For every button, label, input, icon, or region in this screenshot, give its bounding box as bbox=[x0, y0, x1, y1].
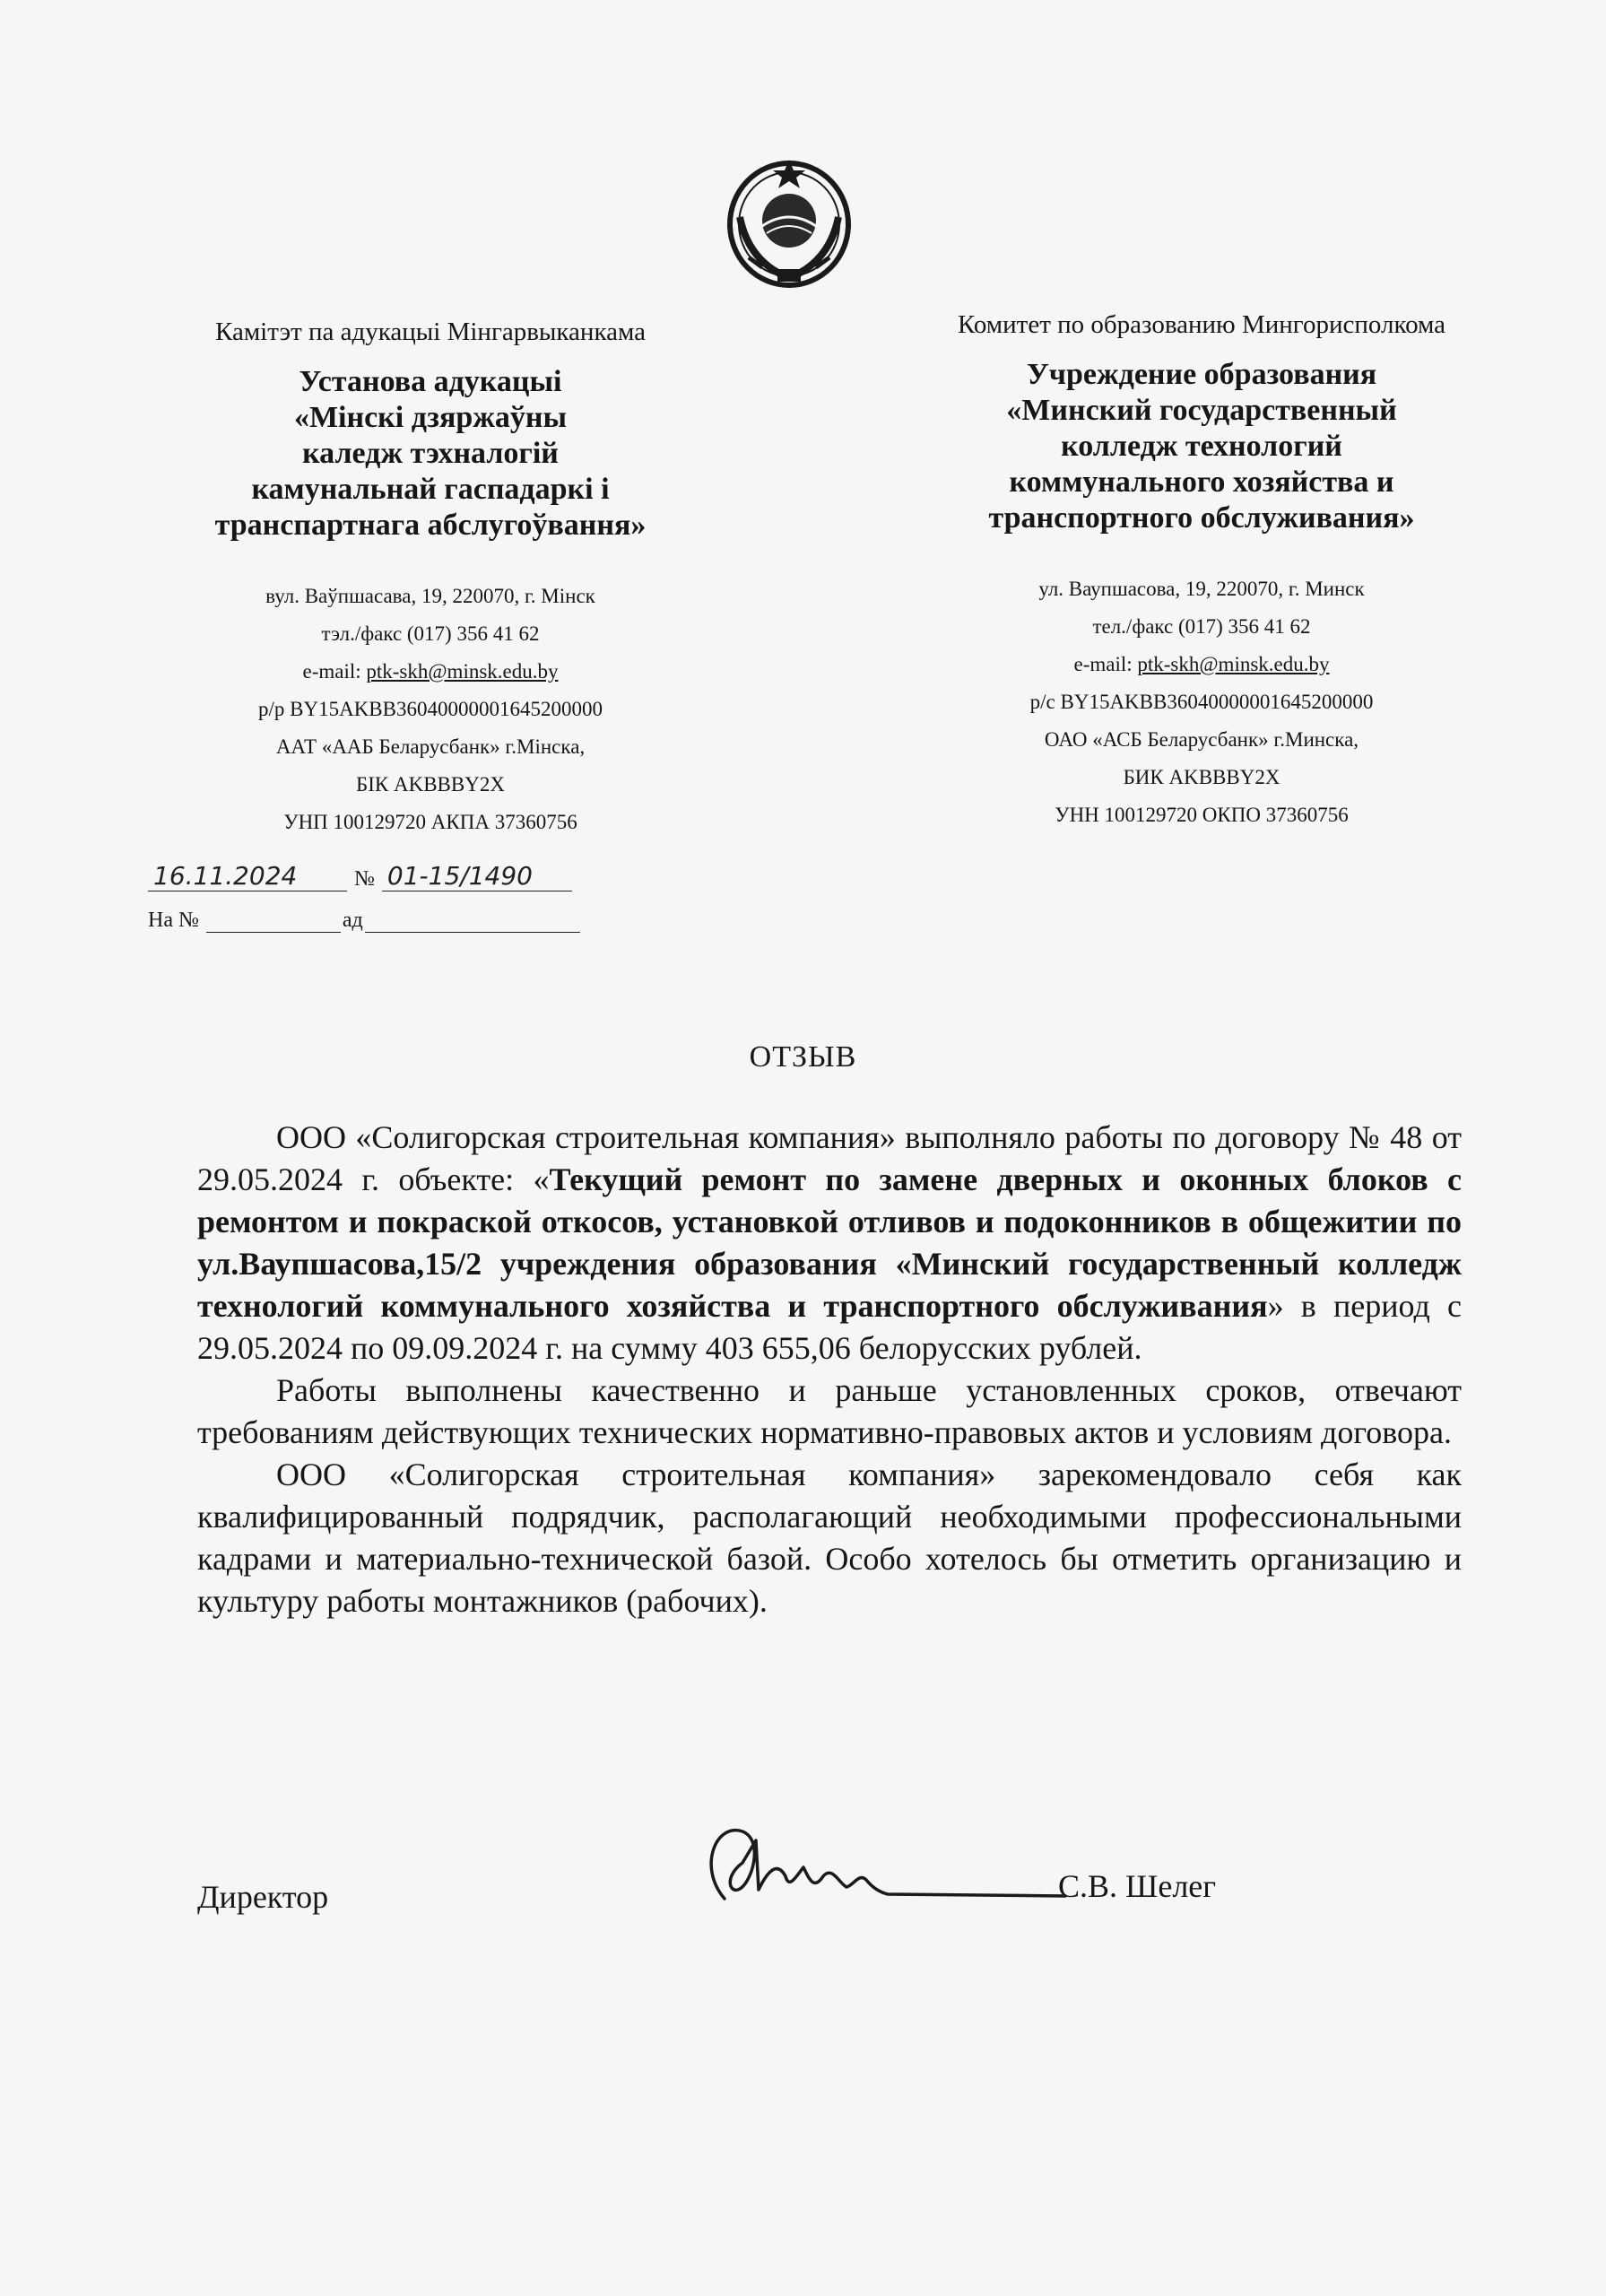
document-title: ОТЗЫВ bbox=[749, 1040, 857, 1074]
reply-to-label: На № bbox=[148, 909, 199, 932]
bic-be: БІК AKBBBY2X bbox=[356, 773, 505, 796]
header-left-belarusian bbox=[152, 314, 708, 841]
header-right-russian bbox=[910, 307, 1493, 834]
address-be: вул. Ваўпшасава, 19, 220070, г. Мінск bbox=[265, 585, 595, 607]
number-label: № bbox=[354, 867, 375, 891]
institution-line: коммунального хозяйства и bbox=[1009, 465, 1394, 499]
signer-position: Директор bbox=[197, 1879, 329, 1915]
committee-name-be: Камітэт па адукацыі Мінгарвыканкама bbox=[214, 317, 646, 346]
institution-line: транспартнага абслугоўвання» bbox=[214, 509, 647, 542]
institution-line: «Минский государственный bbox=[1006, 394, 1397, 427]
committee-name-ru: Комитет по образованию Мингорисполкома bbox=[957, 310, 1446, 339]
account-ru: р/с BY15AKBB36040000001645200000 bbox=[1029, 691, 1374, 713]
institution-name-ru bbox=[910, 357, 1493, 536]
institution-line: колледж технологий bbox=[1061, 430, 1342, 463]
email-label: e-mail: bbox=[302, 660, 367, 683]
paragraph-2: Работы выполнены качественно и раньше установленных сроков, отвечают требованиям действующих технических нормативно-правовых актов и условиям договора. bbox=[197, 1372, 1462, 1450]
contacts-be bbox=[152, 578, 708, 841]
email-row-be bbox=[152, 653, 708, 691]
signer-name: С.В. Шелег bbox=[1058, 1868, 1217, 1904]
reply-date-blank bbox=[365, 910, 580, 933]
contacts-ru bbox=[910, 570, 1493, 834]
outgoing-number-block bbox=[148, 850, 580, 933]
institution-name-be bbox=[152, 364, 708, 544]
outgoing-number-handwritten: 01-15/1490 bbox=[382, 861, 572, 891]
institution-line: Учреждение образования bbox=[1026, 358, 1377, 391]
paragraph-1-part-2: » в период с 29.05.2024 по 09.09.2024 г. на сумму 403 655,06 белорусских рублей. bbox=[197, 1288, 1462, 1366]
document-body bbox=[197, 1117, 1462, 1622]
bank-be: ААТ «ААБ Беларусбанк» г.Мінска, bbox=[275, 735, 586, 758]
phone-ru: тел./факс (017) 356 41 62 bbox=[1092, 615, 1311, 638]
bic-ru: БИК AKBBBY2X bbox=[1123, 766, 1280, 788]
account-be: р/р BY15AKBB36040000001645200000 bbox=[258, 698, 603, 720]
institution-line: каледж тэхналогій bbox=[302, 437, 559, 470]
phone-be: тэл./факс (017) 356 41 62 bbox=[321, 622, 540, 645]
unp-be: УНП 100129720 АКПА 37360756 bbox=[283, 811, 577, 833]
bank-ru: ОАО «АСБ Беларусбанк» г.Минска, bbox=[1044, 728, 1359, 751]
paragraph-1-object-name: Текущий ремонт по замене дверных и оконных блоков с ремонтом и покраской откосов, установкой отливов и подоконников в общежитии по ул.Ваупшасова,15/2 учреждения образования «Минский государственный колледж технологий коммунального хозяйства и транспортного обслуживания bbox=[197, 1161, 1462, 1324]
email-label: e-mail: bbox=[1073, 653, 1138, 675]
paragraph-1-part-1: ООО «Солигорская строительная компания» выполняло работы по договору № 48 от 29.05.2024 г. объекте: « bbox=[197, 1119, 1462, 1197]
paragraph-1 bbox=[197, 1117, 1462, 1370]
email-link-ru[interactable]: ptk-skh@minsk.edu.by bbox=[1137, 653, 1330, 675]
institution-line: «Мінскі дзяржаўны bbox=[293, 401, 568, 434]
unn-ru: УНН 100129720 ОКПО 37360756 bbox=[1055, 804, 1349, 826]
email-row-ru bbox=[910, 646, 1493, 683]
outgoing-date-handwritten: 16.11.2024 bbox=[148, 861, 347, 891]
paragraph-3: ООО «Солигорская строительная компания» зарекомендовало себя как квалифицированный подрядчик, располагающий необходимыми профессиональными кадрами и материально-технической базой. Особо хотелось бы отметить организацию и культуру работы монтажников (рабочих). bbox=[197, 1457, 1462, 1619]
belarus-emblem-icon bbox=[722, 154, 856, 289]
institution-line: Установа адукацыі bbox=[299, 365, 562, 398]
reply-date-label: ад bbox=[342, 909, 363, 932]
institution-line: транспортного обслуживания» bbox=[988, 501, 1415, 535]
address-ru: ул. Ваупшасова, 19, 220070, г. Минск bbox=[1038, 578, 1365, 600]
institution-line: камунальнай гаспадаркі і bbox=[251, 473, 610, 506]
reply-number-blank bbox=[206, 910, 341, 933]
email-link-be[interactable]: ptk-skh@minsk.edu.by bbox=[366, 660, 559, 683]
